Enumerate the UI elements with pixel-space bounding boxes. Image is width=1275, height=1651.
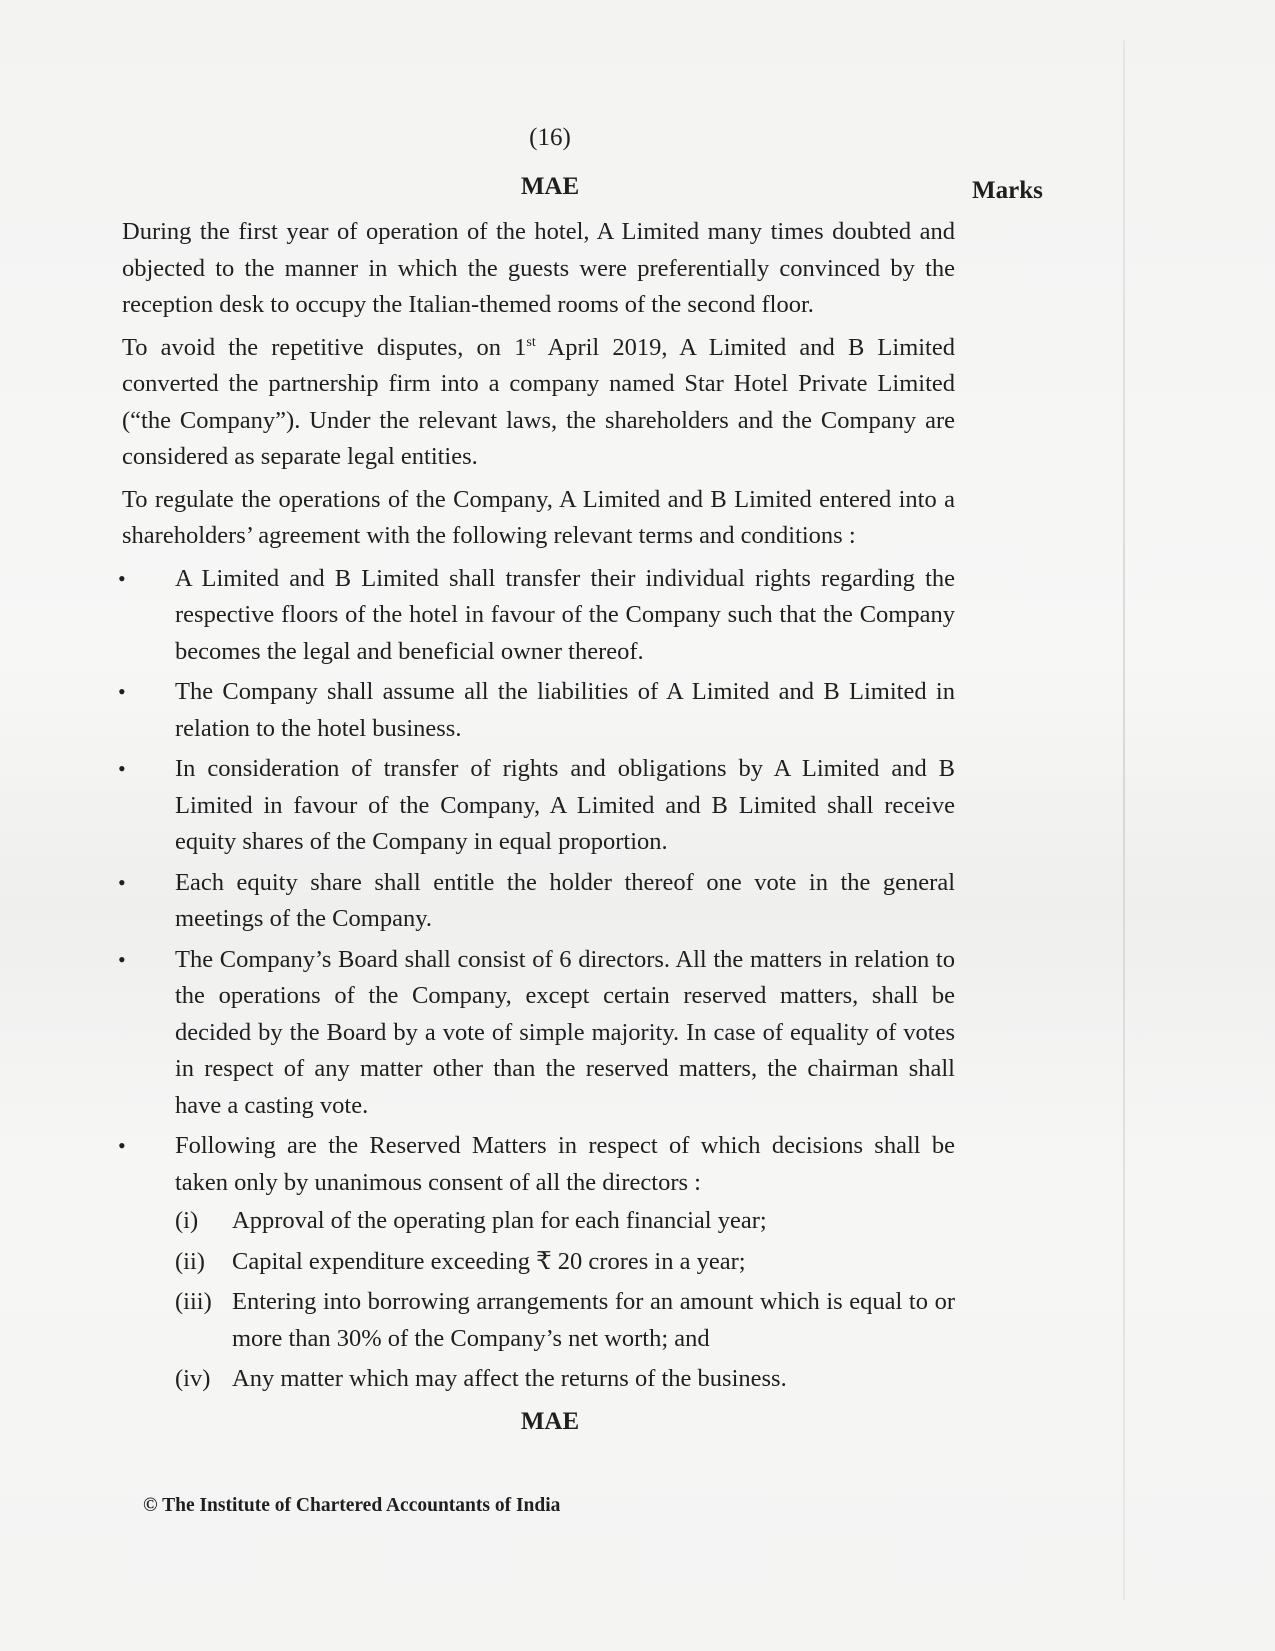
- list-item-text: Following are the Reserved Matters in respect of which decisions shall be taken only by unanimous consent of all the directors :: [175, 1132, 955, 1196]
- question-body: [118, 214, 955, 1402]
- paragraph-shareholders-agreement: To regulate the operations of the Company, A Limited and B Limited entered into a shareholders’ agreement with the following relevant terms and conditions :: [122, 485, 955, 549]
- list-item-text: Each equity share shall entitle the holder thereof one vote in the general meetings of the Company.: [175, 868, 955, 932]
- reserved-matter-item: [175, 1361, 955, 1398]
- list-item: [118, 1128, 955, 1398]
- paragraph-first-year: During the first year of operation of the hotel, A Limited many times doubted and objected to the manner in which the guests were preferentially convinced by the reception desk to occupy the Italian-themed rooms of the second floor.: [122, 218, 955, 318]
- list-item: [118, 942, 955, 1125]
- reserved-matter-text: Entering into borrowing arrangements for an amount which is equal to or more than 30% of the Company’s net worth; and: [232, 1288, 955, 1352]
- footer-paper-code: MAE: [520, 1408, 580, 1435]
- reserved-matter-text: Any matter which may affect the returns of the business.: [232, 1365, 787, 1392]
- bullet-icon: •: [118, 565, 126, 591]
- reserved-matter-item: [175, 1244, 955, 1281]
- bullet-icon: •: [118, 679, 126, 704]
- reserved-matter-item: [175, 1203, 955, 1240]
- scan-edge-shadow: [1123, 40, 1125, 1600]
- header-paper-code: MAE: [520, 173, 580, 200]
- reserved-matter-number: (iii): [175, 1288, 212, 1315]
- list-item-text: The Company shall assume all the liabilities of A Limited and B Limited in relation to the hotel business.: [175, 678, 955, 742]
- page-number: (16): [529, 124, 571, 151]
- bullet-icon: •: [118, 1133, 126, 1158]
- reserved-matter-text: Capital expenditure exceeding ₹ 20 crores in a year;: [232, 1247, 746, 1275]
- marks-column-label: Marks: [972, 177, 1043, 204]
- paragraph-conversion-start: To avoid the repetitive disputes, on 1: [122, 333, 527, 361]
- copyright-notice: © The Institute of Chartered Accountants of India: [143, 1495, 561, 1516]
- bullet-icon: •: [118, 946, 126, 972]
- reserved-matter-number: (ii): [175, 1247, 205, 1275]
- ordinal-suffix: st: [526, 334, 536, 350]
- terms-list: [118, 561, 955, 1398]
- reserved-matter-number: (iv): [175, 1365, 211, 1392]
- bullet-icon: •: [118, 869, 126, 895]
- list-item: [118, 674, 955, 747]
- bullet-icon: •: [118, 756, 126, 781]
- list-item-text: A Limited and B Limited shall transfer their individual rights regarding the respective floors of the hotel in favour of the Company such that the Company becomes the legal and beneficial owner thereof.: [175, 564, 955, 665]
- paragraph-conversion: [122, 330, 955, 476]
- list-item-text: The Company’s Board shall consist of 6 directors. All the matters in relation to the operations of the Company, except certain reserved matters, shall be decided by the Board by a vote of simple majority. In case of equality of votes in respect of any matter other than the reserved matters, the chairman shall have a casting vote.: [175, 945, 955, 1119]
- list-item: [118, 561, 955, 671]
- reserved-matter-text: Approval of the operating plan for each financial year;: [232, 1207, 767, 1234]
- paragraph-conversion-end: April 2019, A Limited and B Limited converted the partnership firm into a company named Star Hotel Private Limited (“the Company”). Under the relevant laws, the shareholders and the Company are considered as separate legal entities.: [122, 333, 955, 470]
- reserved-matter-number: (i): [175, 1207, 199, 1234]
- reserved-matters-list: [175, 1203, 955, 1398]
- list-item: [118, 751, 955, 861]
- list-item-text: In consideration of transfer of rights and obligations by A Limited and B Limited in favour of the Company, A Limited and B Limited shall receive equity shares of the Company in equal proportion.: [175, 755, 955, 855]
- reserved-matter-item: [175, 1284, 955, 1357]
- list-item: [118, 865, 955, 938]
